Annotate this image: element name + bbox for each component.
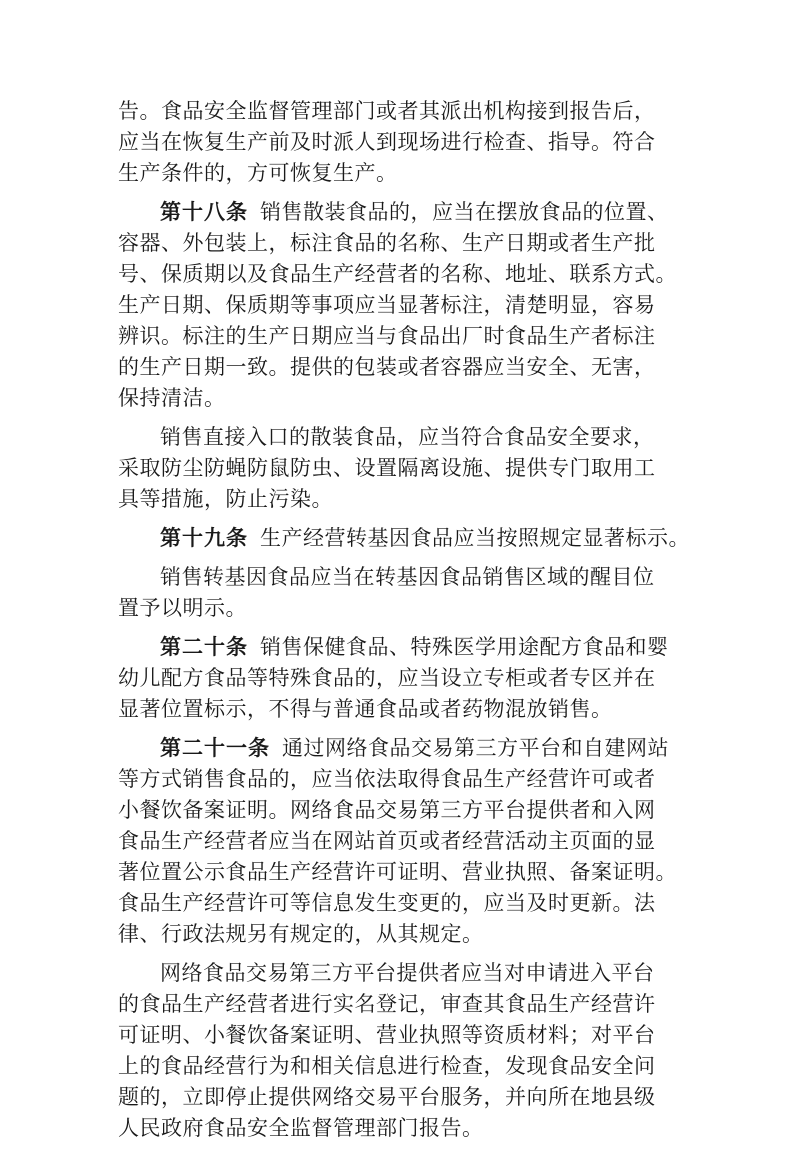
text-line: 生产经营转基因食品应当按照规定显著标示。 [260,526,690,550]
text-line: 生产条件的，方可恢复生产。 [118,161,398,185]
text-line: 销售保健食品、特殊医学用途配方食品和婴 [260,635,669,659]
text-line: 通过网络食品交易第三方平台和自建网站 [282,736,669,760]
text-line: 销售散装食品的，应当在摆放食品的位置、 [260,200,669,224]
text-line: 上的食品经营行为和相关信息进行检查，发现食品安全问 [118,1054,656,1078]
text-line: 容器、外包装上，标注食品的名称、生产日期或者生产批 [118,231,656,255]
text-line: 辨识。标注的生产日期应当与食品出厂时食品生产者标注 [118,324,656,348]
article-21 [118,733,698,950]
article-21-paragraph-2 [118,958,698,1144]
text-line: 销售直接入口的散装食品，应当符合食品安全要求， [160,425,655,449]
article-title: 第十八条 [160,200,248,224]
text-line: 可证明、小餐饮备案证明、营业执照等资质材料；对平台 [118,1023,656,1047]
text-line: 号、保质期以及食品生产经营者的名称、地址、联系方式。 [118,262,677,286]
text-line: 等方式销售食品的，应当依法取得食品生产经营许可或者 [118,767,656,791]
text-line: 告。食品安全监督管理部门或者其派出机构接到报告后， [118,99,656,123]
paragraph-continuation [118,96,698,189]
text-line: 网络食品交易第三方平台提供者应当对申请进入平台 [160,961,655,985]
article-title: 第二十一条 [160,736,270,760]
text-line: 题的，立即停止提供网络交易平台服务，并向所在地县级 [118,1085,656,1109]
text-line: 律、行政法规另有规定的，从其规定。 [118,922,484,946]
text-line: 销售转基因食品应当在转基因食品销售区域的醒目位 [160,565,655,589]
text-line: 采取防尘防蝇防鼠防虫、设置隔离设施、提供专门取用工 [118,456,656,480]
text-line: 具等措施，防止污染。 [118,487,333,511]
text-line: 生产日期、保质期等事项应当显著标注，清楚明显，容易 [118,293,656,317]
text-line: 保持清洁。 [118,386,226,410]
text-line: 幼儿配方食品等特殊食品的，应当设立专柜或者专区并在 [118,666,656,690]
article-18-paragraph-2 [118,422,698,515]
text-line: 的生产日期一致。提供的包装或者容器应当安全、无害， [118,355,656,379]
article-19-paragraph-2 [118,562,698,624]
text-line: 应当在恢复生产前及时派人到现场进行检查、指导。符合 [118,130,656,154]
article-19 [118,523,698,554]
text-line: 小餐饮备案证明。网络食品交易第三方平台提供者和入网 [118,798,656,822]
article-18 [118,197,698,414]
text-line: 显著位置标示，不得与普通食品或者药物混放销售。 [118,697,613,721]
text-line: 食品生产经营许可等信息发生变更的，应当及时更新。法 [118,891,656,915]
document-page [118,96,698,1152]
article-20 [118,632,698,725]
text-line: 的食品生产经营者进行实名登记，审查其食品生产经营许 [118,992,656,1016]
article-title: 第十九条 [160,526,248,550]
text-line: 置予以明示。 [118,596,247,620]
text-line: 食品生产经营者应当在网站首页或者经营活动主页面的显 [118,829,656,853]
article-title: 第二十条 [160,635,248,659]
text-line: 人民政府食品安全监督管理部门报告。 [118,1116,484,1140]
text-line: 著位置公示食品生产经营许可证明、营业执照、备案证明。 [118,860,677,884]
